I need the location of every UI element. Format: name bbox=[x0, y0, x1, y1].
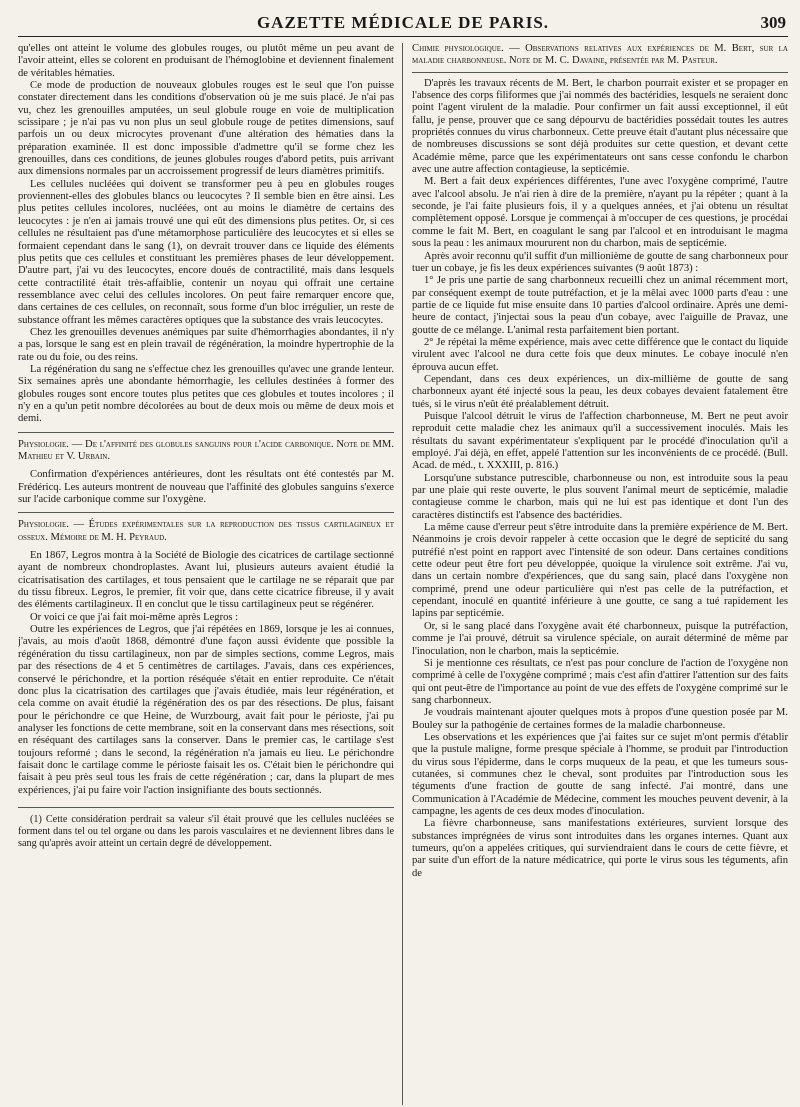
section-divider bbox=[18, 512, 394, 513]
paragraph: Or, si le sang placé dans l'oxygène avait été charbonneux, puisque la putréfaction, comme je l'ai prouvé, détruit sa virulence spéciale, on aurait déterminé de même par l'inoculation, non le charbon, mais la septicémie. bbox=[412, 620, 788, 657]
paragraph: Je voudrais maintenant ajouter quelques mots à propos d'une question posée par M. Bouley sur la pathogénie de certaines formes de la maladie charbonneuse. bbox=[412, 707, 788, 731]
paragraph: Chez les grenouilles devenues anémiques par suite d'hémorrhagies abondantes, il n'y a pas, lorsque le sang est en plein travail de régénération, la moindre hypertrophie de la rate ou du foie, ou des reins. bbox=[18, 326, 394, 363]
section-heading: Chimie physiologique. — Observations relatives aux expériences de M. Bert, sur la maladie charbonneuse. Note de M. C. Davaine, présentée par M. Pasteur. bbox=[412, 43, 788, 67]
paragraph: 1° Je pris une partie de sang charbonneux recueilli chez un animal récemment mort, par conséquent exempt de toute putréfaction, et je la mêlai avec 1000 parts d'eau : une partie de ce liquide fut mise ensuite dans 10 parties d'alcool ordinaire. Après une demi-heure de contact, j'injectai sous la peau d'un cobaye, avec l'aiguille de Pravaz, une goutte de ce mélange. L'animal resta parfaitement bien portant. bbox=[412, 275, 788, 336]
paragraph: La fièvre charbonneuse, sans manifestations extérieures, survient lorsque des substances imprégnées de virus sont introduites dans les organes internes. Quant aux tumeurs, qu'on a appelées critiques, qui surviendraient dans le cours de cette fièvre, et par suite d'un effort de la nature médicatrice, qui porte le virus sous les téguments, afin de bbox=[412, 818, 788, 879]
journal-title: GAZETTE MÉDICALE DE PARIS. bbox=[256, 13, 550, 32]
paragraph: En 1867, Legros montra à la Société de Biologie des cicatrices de cartilage sectionné ayant de nombreux chondroplastes. Avant lui, plusieurs auteurs avaient étudié la cicatrisatisation des cartilages, et tous pensaient que le cartilage ne se réparait que par du tissu fibreux. Legros, le premier, fit voir que, dans cette cicatrice fibreuse, il y avait des éléments cartilagineux. Il en conclut que le tissu cartilagineux peut se régénérer. bbox=[18, 550, 394, 611]
footnote: (1) Cette considération perdrait sa valeur s'il était prouvé que les cellules nucléées se forment dans tel ou tel organe ou dans les parois vasculaires et ne deviennent libres dans le sang qu'après avoir atteint un certain degré de développement. bbox=[18, 813, 394, 849]
section-heading: Physiologie. — De l'affinité des globules sanguins pour l'acide carbonique. Note de MM. Mathieu et V. Urbain. bbox=[18, 438, 394, 462]
footnote-divider bbox=[18, 807, 394, 808]
section-divider bbox=[18, 432, 394, 433]
paragraph: qu'elles ont atteint le volume des globules rouges, ou plutôt même un peu avant de l'avoir atteint, elles se colorent en produisant de l'hémoglobine et deviennent finalement de véritables hématies. bbox=[18, 43, 394, 79]
paragraph: Or voici ce que j'ai fait moi-même après Legros : bbox=[30, 611, 239, 623]
paragraph: Lorsqu'une substance putrescible, charbonneuse ou non, est introduite sous la peau par une plaie qui reste ouverte, le plus souvent l'animal meurt de septicémie, maladie contagieuse comme le charbon, mais qui ne lui est pas identique et dont l'un des caractères distinctifs est l'absence des bactéridies. bbox=[412, 472, 788, 521]
paragraph: Outre les expériences de Legros, que j'ai répétées en 1869, lorsque je les ai connues, j'avais, au mois d'août 1868, démontré d'une façon aussi évidente que possible la régénération du tissu cartilagineux, non par de simples sections, comme Legros, mais par des résections de 4 et 5 centimètres de cartilages. J'avais, dans ces expériences, conservé le périchondre, et la portion réséquée s'était en entier reproduite. Ce n'était donc plus la cicatrisation des cartilages que j'avais étudiée, mais leur régénération, et cela comme on avait étudié la régénération des os par des résections. De plus, faisant pour le périchondre ce que Heine, de Wurzbourg, avait fait pour le périoste, j'ai pu analyser les fonctions de cette membrane, soit en la conservant dans mes résections, soit en réséquant des cartilages sans la conserver. Dans le premier cas, le cartilage s'est toujours reformé ; dans le second, la régénération n'a jamais eu lieu. Le périchondre faisait donc le cartilage comme le périoste faisait les os. C'était bien le périchondre qui faisait à peu près seul tous les frais de cette régénération ; car, dans la plupart de mes expériences, j'ai pu faire voir l'action insignifiante des bouts sectionnés. bbox=[18, 624, 394, 796]
paragraph: 2° Je répétai la même expérience, mais avec cette différence que le contact du liquide virulent avec l'alcool ne dura cette fois que deux minutes. Le cobaye inoculé n'en éprouva aucun effet. bbox=[412, 336, 788, 373]
paragraph: Puisque l'alcool détruit le virus de l'affection charbonneuse, M. Bert ne peut avoir reproduit cette maladie chez les animaux qu'il a successivement inoculés. Mais les résultats du savant expérimentateur s'expliquent par le procédé d'inoculation qu'il a employé. J'ai déjà, en effet, appelé l'attention sur les inconvénients de ce procédé. (Bull. Acad. de méd., t. XXXIII, p. 816.) bbox=[412, 410, 788, 472]
paragraph: Cependant, dans ces deux expériences, un dix-millième de goutte de sang charbonneux ayant été injecté sous la peau, les deux cobayes devaient fatalement être tués, si le virus n'eût été préalablement détruit. bbox=[412, 373, 788, 410]
paragraph: D'après les travaux récents de M. Bert, le charbon pourrait exister et se propager en l'absence des corps filiformes que j'ai nommés des bactéridies, lesquels ne seraient donc point l'agent virulent de la maladie. Pour confirmer un fait aussi exceptionnel, il eût fallu, je pense, prouver que ce sang dépourvu de bactéridies possédait toutes les autres propriétés connues du virus charbonneux. Cette preuve était d'autant plus nécessaire que de nombreuses discussions se sont déjà produites sur cette question, et devant cette Académie même, parce que les expérimentateurs ont sans cesse confondu le charbon avec une autre affection contagieuse, la septicémie. bbox=[412, 77, 788, 176]
section-heading: Physiologie. — Études expérimentales sur la reproduction des tissus cartilagineux et osseux. Mémoire de M. H. Peyraud. bbox=[18, 519, 394, 543]
paragraph: Ce mode de production de nouveaux globules rouges est le seul que l'on puisse constater directement dans les conditions d'observation où je me suis placé. Je n'ai pas vu, chez les grenouilles amputées, un seul globule rouge en voie de multiplication scissipare ; je n'ai pas vu non plus un seul globule rouge de petites dimensions, sauf parfois un ou deux microcytes provenant d'une altération des hématies dans la préparation examinée. Il est donc impossible d'admettre qu'il se forme chez les grenouilles, dans ces conditions, de jeunes globules rouges d'abord petits, puis arrivant aux dimensions normales par un accroissement progressif de leurs diamètres primitifs. bbox=[18, 80, 394, 178]
paragraph: La même cause d'erreur peut s'être introduite dans la première expérience de M. Bert. Néanmoins je crois devoir rappeler à cette occasion que le degré de septicité du sang putréfié n'est point en rapport avec l'intensité de son odeur. Dans certaines conditions cette odeur peut être fort peu développée, quoique la virulence soit extrême. J'ai vu, dans un certain nombre d'expériences, que du sang sain, placé dans l'oxygène non comprimé, prend une odeur particulière qui n'est pas celle de la putréfaction, et cependant, inoculé en quantité inférieure à une goutte, ce sang a tué rapidement les lapins par septicémie. bbox=[412, 522, 788, 620]
page-number: 309 bbox=[760, 13, 786, 32]
section-divider bbox=[412, 72, 788, 73]
running-header bbox=[18, 10, 788, 37]
paragraph: Les observations et les expériences que j'ai faites sur ce sujet m'ont permis d'établir que la pustule maligne, forme presque spéciale à l'homme, se produit par l'introduction du virus sous l'épiderme, dans le corps muqueux de la peau, et que les tumeurs sous-cutanées, si communes chez le cheval, sont produites par l'introduction sous les téguments d'une fraction de goutte de sang infecté. J'ai montré, dans une Communication à l'Académie de Médecine, comment les mouches peuvent devenir, à la campagne, les agents de ces deux modes d'inoculation. bbox=[412, 731, 788, 817]
paragraph: Après avoir reconnu qu'il suffit d'un millionième de goutte de sang charbonneux pour tuer un cobaye, je fis les deux expériences suivantes (9 août 1873) : bbox=[412, 250, 788, 274]
left-column bbox=[18, 43, 403, 1105]
paragraph: Si je mentionne ces résultats, ce n'est pas pour conclure de l'action de l'oxygène non comprimé à celle de l'oxygène comprimé ; mais c'est afin d'attirer l'attention sur des faits qui ont peut-être de l'importance au point de vue des effets de l'oxygène comprimé sur le sang charbonneux. bbox=[412, 657, 788, 706]
paragraph: Les cellules nucléées qui doivent se transformer peu à peu en globules rouges proviennent-elles des globules blancs ou leucocytes ? Il semble bien en être ainsi. Les plus petites cellules incolores, nucléées, ont au moins le diamètre de certains des leucocytes : je n'en ai jamais trouvé une qui eût des dimensions plus petites. Or, si ces cellules ne résultaient pas d'une métamorphose particulière des leucocytes et si elles se formaient cependant dans le sang (1), on devrait trouver dans ce liquide des éléments plus petits que ces cellules et constituant les premières phases de leur développement. D'autre part, j'ai vu des leucocytes, encore doués de contractilité, mais dans lesquels cette contractilité était très-affaiblie, contenir un noyau qui offrait une certaine ressemblance avec celui des cellules incolores. On peut faire remarquer encore que, dans certaines de ces cellules, on reconnaît, sous forme d'un bloc irrégulier, un reste de substance offrant les mêmes caractères optiques que la substance des vrais leucocytes. bbox=[18, 178, 394, 326]
paragraph: Confirmation d'expériences antérieures, dont les résultats ont été contestés par M. Frédéricq. Les auteurs montrent de nouveau que l'affinité des globules sanguins s'exerce sur l'acide carbonique comme sur l'oxygène. bbox=[18, 469, 394, 506]
two-column-body bbox=[18, 43, 788, 1105]
paragraph: M. Bert a fait deux expériences différentes, l'une avec l'oxygène comprimé, l'autre avec l'alcool absolu. Je n'ai rien à dire de la première, n'ayant pu la répéter ; quant à la seconde, je l'ai faite plusieurs fois, il y a quelques années, et j'ai obtenu un résultat complètement opposé. Lorsque je commençai à m'occuper de ces questions, je procédai comme le fait M. Bert, en coagulant le sang par l'alcool et en introduisant le magma sous la peau : les animaux moururent non du charbon, mais de septicémie. bbox=[412, 176, 788, 250]
paragraph: La régénération du sang ne s'effectue chez les grenouilles qu'avec une grande lenteur. Six semaines après une abondante hémorrhagie, les cellules destinées à former des globules rouges sont encore toutes plus petites que ces globules et toutes incolores ; il n'y en a qu'un petit nombre décolorées au bout de deux mois ou même de deux mois et demi. bbox=[18, 363, 394, 425]
right-column bbox=[403, 43, 788, 1105]
